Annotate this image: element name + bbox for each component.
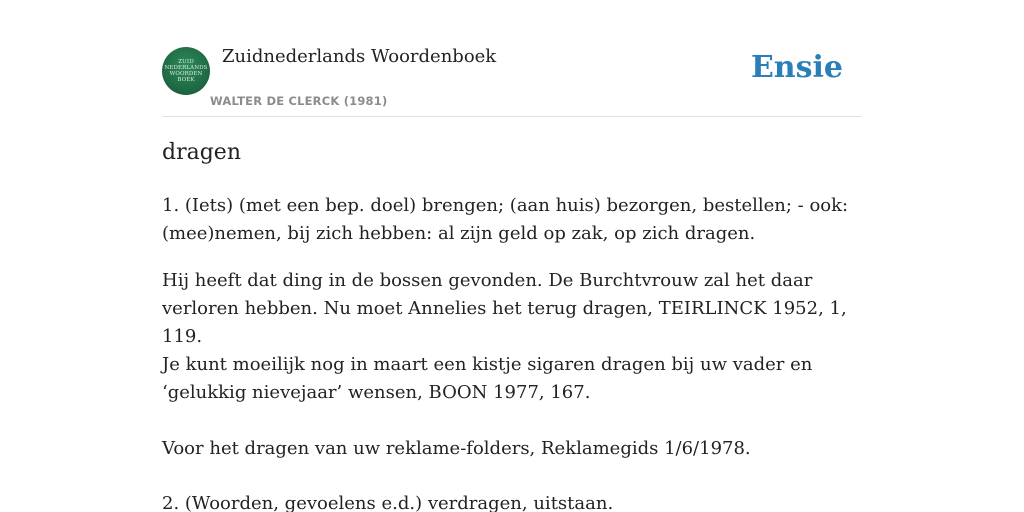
entry-headword: dragen [162, 140, 241, 165]
content-container [162, 0, 862, 512]
book-cover-logo[interactable] [162, 47, 210, 95]
logo-line: WOORDEN [169, 71, 203, 77]
logo-line: BOEK [177, 77, 195, 83]
ensie-logo-link[interactable]: Ensie [750, 50, 843, 85]
header [162, 0, 862, 117]
example-quote: Je kunt moeilijk nog in maart een kistje sigaren dragen bij uw vader en ‘gelukkig nievejaar’ wensen, BOON 1977, 167. [162, 354, 813, 403]
book-title[interactable]: Zuidnederlands Woordenboek [222, 46, 497, 67]
logo-line: NEDERLANDS [164, 65, 208, 71]
logo-line: ZUID [178, 59, 194, 65]
definition-1: 1. (Iets) (met een bep. doel) brengen; (aan huis) bezorgen, bestellen; - ook: (mee)nemen, bij zich hebben: al zijn geld op zak, op zich dragen. [162, 195, 849, 244]
definition-2: 2. (Woorden, gevoelens e.d.) verdragen, uitstaan. [162, 493, 614, 512]
example-quote: Hij heeft dat ding in de bossen gevonden. De Burchtvrouw zal het daar verloren hebben. Nu moet Annelies het terug dragen, TEIRLINCK 1952, 1, 119. [162, 270, 847, 347]
example-quote: Voor het dragen van uw reklame-folders, Reklamegids 1/6/1978. [162, 438, 751, 459]
book-author: WALTER DE CLERCK (1981) [210, 94, 388, 108]
